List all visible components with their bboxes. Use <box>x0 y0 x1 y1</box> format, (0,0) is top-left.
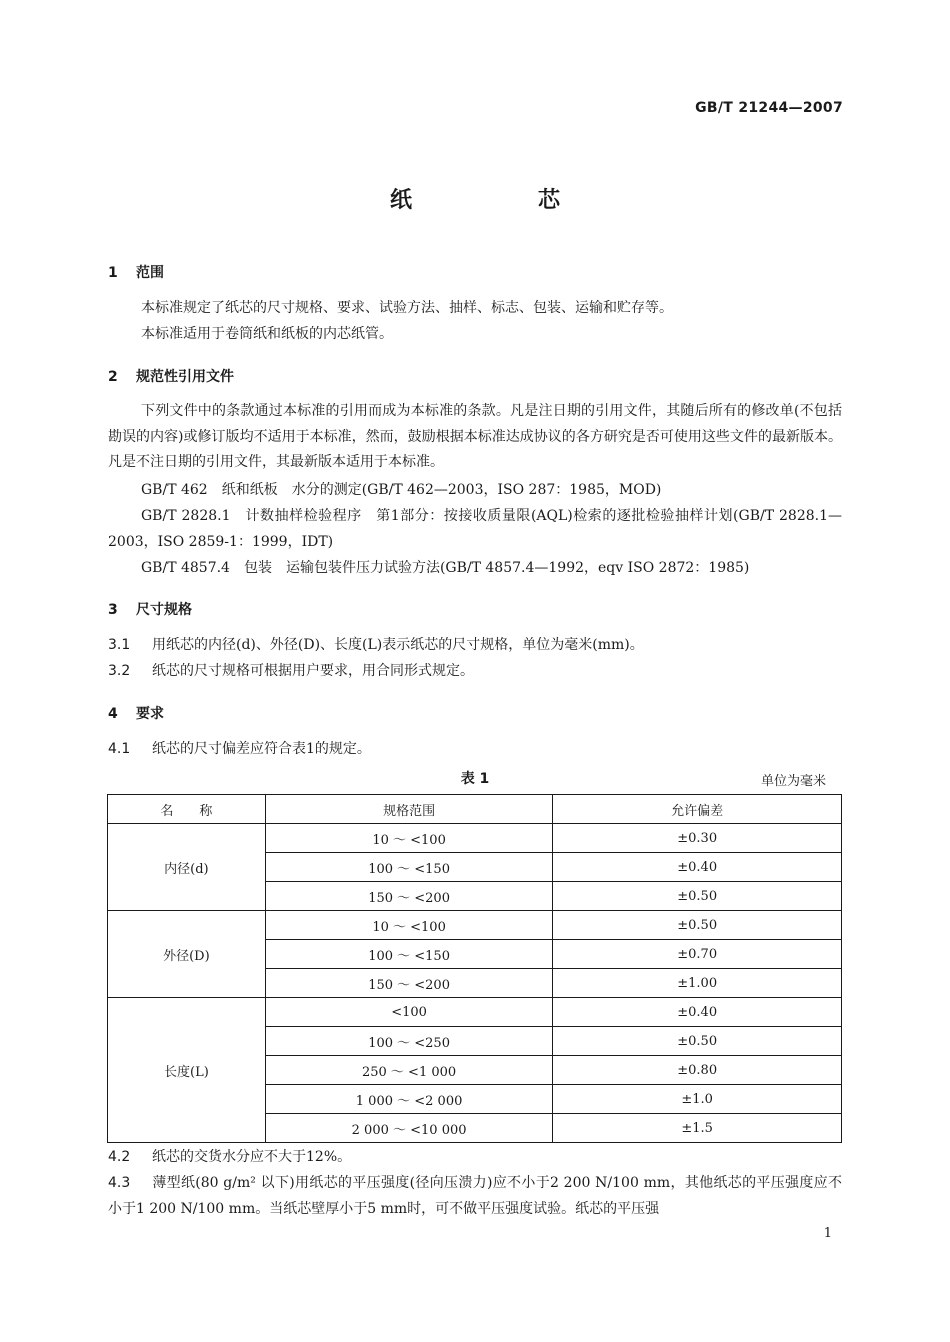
table-header-row <box>108 795 842 824</box>
tolerance-cell: ±0.50 <box>553 1027 842 1056</box>
standard-code: GB/T 21244—2007 <box>695 100 843 116</box>
clause-4-1 <box>108 737 842 763</box>
header-name: 名 称 <box>108 795 266 824</box>
section-1-para-2: 本标准适用于卷筒纸和纸板的内芯纸管。 <box>141 326 393 342</box>
clause-text: 用纸芯的内径(d)、外径(D)、长度(L)表示纸芯的尺寸规格，单位为毫米(mm)。 <box>152 637 644 653</box>
section-3-heading <box>108 599 192 619</box>
section-title: 尺寸规格 <box>136 602 192 618</box>
clause-number: 3.2 <box>108 663 131 679</box>
clause-text: 纸芯的尺寸规格可根据用户要求，用合同形式规定。 <box>152 663 474 679</box>
table-unit: 单位为毫米 <box>760 774 826 789</box>
table-row <box>108 824 842 853</box>
section-number: 4 <box>108 706 118 722</box>
tolerance-cell: ±0.40 <box>553 853 842 882</box>
clause-number: 4.2 <box>108 1149 131 1165</box>
group-name: 外径(D) <box>108 911 266 998</box>
tolerance-cell: ±0.40 <box>553 998 842 1027</box>
clause-number: 3.1 <box>108 637 131 653</box>
range-cell: 250 ～ <1 000 <box>265 1056 553 1085</box>
tolerance-cell: ±0.70 <box>553 940 842 969</box>
section-4-heading <box>108 703 164 723</box>
range-cell: 150 ～ <200 <box>265 882 553 911</box>
section-title: 范围 <box>136 265 164 281</box>
range-cell: 100 ～ <150 <box>265 853 553 882</box>
reference-2: GB/T 2828.1 计数抽样检验程序 第1部分：按接收质量限(AQL)检索的逐批检验抽样计划(GB/T 2828.1—2003，ISO 2859-1：1999，IDT) <box>108 508 842 550</box>
clause-text: 纸芯的尺寸偏差应符合表1的规定。 <box>152 741 371 757</box>
range-cell: 100 ～ <250 <box>265 1027 553 1056</box>
range-cell: 2 000 ～ <10 000 <box>265 1114 553 1143</box>
tolerance-cell: ±1.0 <box>553 1085 842 1114</box>
page-number: 1 <box>823 1226 832 1241</box>
range-cell: 1 000 ～ <2 000 <box>265 1085 553 1114</box>
table-row <box>108 998 842 1027</box>
tolerance-cell: ±0.50 <box>553 911 842 940</box>
range-cell: <100 <box>265 998 553 1027</box>
section-1-heading <box>108 262 164 282</box>
clause-3-1 <box>108 633 842 659</box>
section-title: 要求 <box>136 706 164 722</box>
section-number: 2 <box>108 369 118 385</box>
range-cell: 150 ～ <200 <box>265 969 553 998</box>
clause-text: 纸芯的交货水分应不大于12%。 <box>152 1149 352 1165</box>
table-title: 表 1 <box>460 771 490 787</box>
section-title: 规范性引用文件 <box>136 369 234 385</box>
tolerance-cell: ±1.00 <box>553 969 842 998</box>
tolerance-cell: ±0.30 <box>553 824 842 853</box>
section-number: 1 <box>108 265 118 281</box>
clause-number: 4.1 <box>108 741 131 757</box>
tolerance-table <box>107 794 842 1143</box>
section-2-heading <box>108 366 234 386</box>
clause-number: 4.3 <box>108 1175 131 1191</box>
reference-1: GB/T 462 纸和纸板 水分的测定(GB/T 462—2003，ISO 287：1985，MOD) <box>141 482 662 498</box>
clause-text: 薄型纸(80 g/m² 以下)用纸芯的平压强度(径向压溃力)应不小于2 200 N/100 mm，其他纸芯的平压强度应不小于1 200 N/100 mm。当纸芯壁厚小于5 mm时，可不做平压强度试验。纸芯的平压强 <box>108 1175 842 1217</box>
table-row <box>108 911 842 940</box>
section-number: 3 <box>108 602 118 618</box>
group-name: 内径(d) <box>108 824 266 911</box>
tolerance-cell: ±0.50 <box>553 882 842 911</box>
section-2-para-1: 下列文件中的条款通过本标准的引用而成为本标准的条款。凡是注日期的引用文件，其随后所有的修改单(不包括勘误的内容)或修订版均不适用于本标准，然而，鼓励根据本标准达成协议的各方研究是否可使用这些文件的最新版本。凡是不注日期的引用文件，其最新版本适用于本标准。 <box>108 403 842 470</box>
range-cell: 100 ～ <150 <box>265 940 553 969</box>
tolerance-cell: ±0.80 <box>553 1056 842 1085</box>
range-cell: 10 ～ <100 <box>265 911 553 940</box>
document-title: 纸 芯 <box>389 188 612 213</box>
header-tolerance: 允许偏差 <box>553 795 842 824</box>
reference-3: GB/T 4857.4 包装 运输包装件压力试验方法(GB/T 4857.4—1992，eqv ISO 2872：1985) <box>141 560 750 576</box>
clause-4-2 <box>108 1145 842 1171</box>
tolerance-cell: ±1.5 <box>553 1114 842 1143</box>
range-cell: 10 ～ <100 <box>265 824 553 853</box>
clause-3-2 <box>108 659 842 685</box>
group-name: 长度(L) <box>108 998 266 1143</box>
clause-4-3 <box>108 1171 842 1222</box>
header-range: 规格范围 <box>265 795 553 824</box>
section-1-para-1: 本标准规定了纸芯的尺寸规格、要求、试验方法、抽样、标志、包装、运输和贮存等。 <box>141 300 673 316</box>
